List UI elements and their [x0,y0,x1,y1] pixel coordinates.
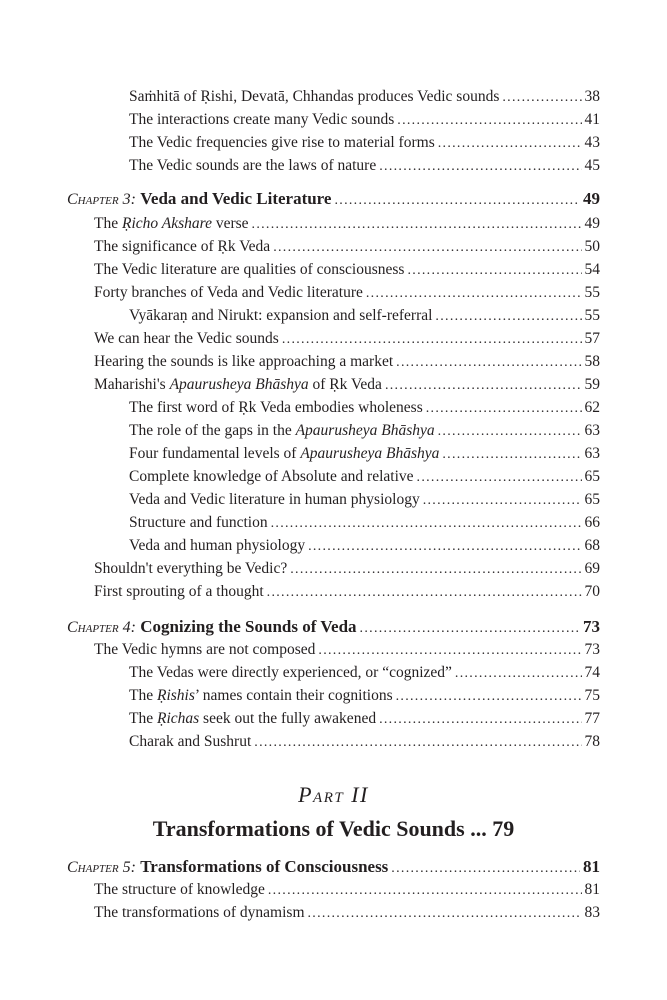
page-number: 55 [584,307,600,324]
toc-entry [129,420,600,442]
entry-title: First sprouting of a thought [94,583,264,600]
dot-leader [334,190,580,212]
dot-leader [426,398,582,420]
entry-title: The Vedic hymns are not composed [94,641,316,658]
page-number: 74 [584,664,600,681]
page-number: 49 [583,189,600,208]
entry-title: The structure of knowledge [94,881,265,898]
page-number: 73 [584,641,600,658]
entry-title: Charak and Sushrut [129,733,252,750]
entry-title: The Ṛicho Akshare verse [94,215,249,232]
toc-entry [129,466,600,488]
dot-leader [318,640,581,662]
dot-leader [366,283,582,305]
dot-leader [308,536,581,558]
page-number: 75 [584,687,600,704]
toc-entry [129,305,600,327]
dot-leader [397,110,581,132]
page-number: 69 [584,560,600,577]
entry-title: The Vedic frequencies give rise to material forms [129,134,435,151]
page-number: 59 [584,376,600,393]
page-number: 63 [584,445,600,462]
toc-entry [94,236,600,258]
toc-entry [94,328,600,350]
page-number: 81 [583,857,600,876]
toc-entry [129,155,600,177]
entry-title: Forty branches of Veda and Vedic literature [94,284,363,301]
entry-title: The Ṛishis’ names contain their cognitions [129,687,393,704]
dot-leader [360,618,580,640]
toc-entry [94,351,600,373]
dot-leader [290,559,581,581]
entry-title: The Vedas were directly experienced, or “cognized” [129,664,452,681]
chapter-3-heading [67,188,600,210]
page-number: 62 [584,399,600,416]
page-number: 65 [584,491,600,508]
page-number: 65 [584,468,600,485]
page-number: 66 [584,514,600,531]
page-number: 70 [584,583,600,600]
dot-leader [273,237,581,259]
chapter-title: Transformations of Consciousness [140,857,389,876]
dot-leader [407,260,581,282]
entry-title: Saṁhitā of Ṛishi, Devatā, Chhandas produces Vedic sounds [129,88,500,105]
toc-entry [94,639,600,661]
toc-entry [94,581,600,603]
toc-entry [94,213,600,235]
dot-leader [379,709,581,731]
chapter-label: Chapter 4: [67,619,136,636]
dot-leader [385,375,582,397]
toc-entry [129,708,600,730]
entry-title: The Vedic sounds are the laws of nature [129,157,377,174]
chapter-label: Chapter 5: [67,859,136,876]
toc-entry [94,282,600,304]
dot-leader [267,582,582,604]
dot-leader [252,214,582,236]
toc-entry [129,109,600,131]
chapter-5-heading [67,856,600,878]
entry-title: The significance of Ṛk Veda [94,238,271,255]
entry-title: The interactions create many Vedic sounds [129,111,395,128]
dot-leader [423,490,582,512]
page-number: 68 [584,537,600,554]
page-number: 55 [584,284,600,301]
toc-entry [129,86,600,108]
toc-entry [94,558,600,580]
entry-title: The transformations of dynamism [94,904,305,921]
toc-entry [129,662,600,684]
dot-leader [455,663,582,685]
entry-title: Veda and Vedic literature in human physiology [129,491,420,508]
dot-leader [438,421,582,443]
page-number: 73 [583,617,600,636]
entry-title: Veda and human physiology [129,537,306,554]
entry-title: The first word of Ṛk Veda embodies wholeness [129,399,423,416]
entry-title: Maharishi's Apaurusheya Bhāshya of Ṛk Veda [94,376,382,393]
toc-entry [129,731,600,753]
toc-entry [129,132,600,154]
dot-leader [396,686,582,708]
entry-title: The Vedic literature are qualities of consciousness [94,261,405,278]
page-number: 78 [584,733,600,750]
toc-entry [129,443,600,465]
toc-entry [94,259,600,281]
page-number: 45 [584,157,600,174]
page-number: 50 [584,238,600,255]
dot-leader [417,467,582,489]
page-number: 41 [584,111,600,128]
chapter-title: Cognizing the Sounds of Veda [140,617,357,636]
page-number: 63 [584,422,600,439]
page-number: 83 [584,904,600,921]
page-number: 43 [584,134,600,151]
page-number: 54 [584,261,600,278]
entry-title: Vyākaraṇ and Nirukt: expansion and self-referral [129,307,433,324]
toc-entry [94,902,600,924]
page-number: 58 [584,353,600,370]
dot-leader [268,880,582,902]
dot-leader [442,444,581,466]
toc-entry [129,397,600,419]
page-number: 81 [584,881,600,898]
page-number: 77 [584,710,600,727]
dot-leader [502,87,581,109]
dot-leader [435,306,581,328]
page-number: 49 [584,215,600,232]
toc-entry [129,512,600,534]
part-title: Transformations of Vedic Sounds ... 79 [152,816,515,841]
entry-title: We can hear the Vedic sounds [94,330,279,347]
entry-title: The role of the gaps in the Apaurusheya Bhāshya [129,422,435,439]
toc-entry [94,374,600,396]
chapter-title: Veda and Vedic Literature [140,189,332,208]
dot-leader [438,133,582,155]
dot-leader [282,329,582,351]
dot-leader [271,513,582,535]
toc-entry [129,685,600,707]
dot-leader [396,352,581,374]
entry-title: Structure and function [129,514,268,531]
entry-title: Shouldn't everything be Vedic? [94,560,288,577]
dot-leader [391,858,580,880]
dot-leader [254,732,581,754]
toc-entry [129,489,600,511]
entry-title: The Ṛichas seek out the fully awakened [129,710,377,727]
toc-entry [129,535,600,557]
dot-leader [308,903,582,925]
page-number: 38 [584,88,600,105]
entry-title: Complete knowledge of Absolute and relative [129,468,414,485]
part-label: Part II [298,782,369,807]
chapter-label: Chapter 3: [67,191,136,208]
entry-title: Hearing the sounds is like approaching a market [94,353,394,370]
page-number: 57 [584,330,600,347]
toc-entry [94,879,600,901]
entry-title: Four fundamental levels of Apaurusheya Bhāshya [129,445,440,462]
chapter-4-heading [67,616,600,638]
dot-leader [379,156,581,178]
